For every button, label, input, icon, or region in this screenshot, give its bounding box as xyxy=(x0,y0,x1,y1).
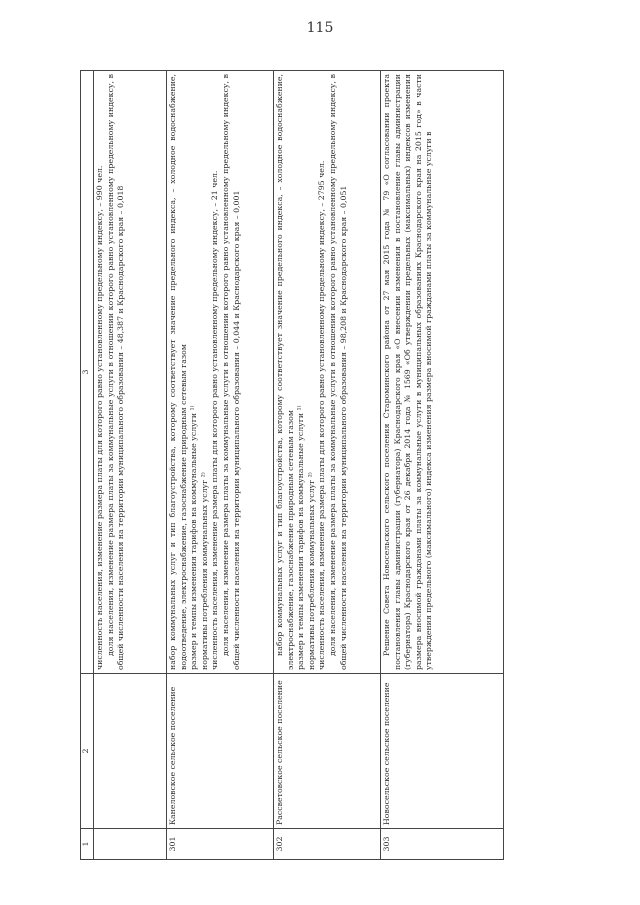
table-row xyxy=(381,71,504,860)
settlement-name: Новосельское сельское поселение xyxy=(381,674,504,829)
description-line: численность населения, изменение размера платы для которого равно установленному предельному индексу, – 21 чел. xyxy=(210,170,220,670)
settlement-name: Канеловское сельское поселение xyxy=(167,674,274,829)
settlement-name: Рассветовское сельское поселение xyxy=(274,674,381,829)
description-line: доля населения, изменение размера платы за коммунальные услуги в отношении которого равно установленному предельному индексу, в общей численности населения на территории муниципального образования – 98,208 и Краснодарского края – 0,051 xyxy=(327,74,348,670)
document-table xyxy=(80,70,504,860)
column-header-2: 2 xyxy=(81,674,94,829)
row-number: 301 xyxy=(167,829,274,860)
description-line: Решение Совета Новосельского сельского поселения Староминского района от 27 мая 2015 года № 79 «О согласовании проекта постановления главы администрации (губернатора) Краснодарского края «О внесении изменения в постановление главы администрации (губернатора) Краснодарского края от 26 декабря 2014 года № 1569 «Об утверждении предельных (максимальных) индексов изменения размера вносимой гражданами платы за коммунальные услуги в муниципальных образованиях Краснодарского края на 2015 год» в части утверждения предельного (максимального) индекса изменения размера вносимой гражданами платы за коммунальные услуги в xyxy=(382,74,434,670)
description-line: нормативы потребления коммунальных услуг ²⁾ xyxy=(199,472,209,670)
description-line: доля населения, изменение размера платы за коммунальные услуги в отношении которого равно установленному предельному индексу, в общей численности населения на территории муниципального образования – 0,044 и Краснодарского края – 0,001 xyxy=(220,74,241,670)
table-header-row xyxy=(81,71,94,860)
description-line: размер и темпы изменения тарифов на коммунальные услуги ¹⁾ xyxy=(189,405,199,670)
row-number: 302 xyxy=(274,829,381,860)
table-row xyxy=(167,71,274,860)
settlement-name xyxy=(94,674,167,829)
description-line: численность населения, изменение размера платы для которого равно установленному предельному индексу, – 2795 чел. xyxy=(317,160,327,670)
column-header-3: 3 xyxy=(81,71,94,674)
row-description xyxy=(94,71,167,674)
description-line: численность населения, изменение размера платы для которого равно установленному предельному индексу, – 990 чел. xyxy=(95,165,104,670)
description-line: набор коммунальных услуг и тип благоустройства, которому соответствует значение предельного индекса, – холодное водоснабжение, водоотведение, электроснабжение, газоснабжение природным сетевым газом xyxy=(168,74,188,670)
row-number: 303 xyxy=(381,829,504,860)
row-number xyxy=(94,829,167,860)
row-description xyxy=(381,71,504,674)
description-line: набор коммунальных услуг и тип благоустройства, которому соответствует значение предельного индекса, – холодное водоснабжение, электроснабжение, газоснабжение природным сетевым газом xyxy=(275,74,295,670)
rotated-table-container xyxy=(80,70,520,860)
description-line: нормативы потребления коммунальных услуг ²⁾ xyxy=(306,472,316,670)
row-description xyxy=(167,71,274,674)
table-row xyxy=(274,71,381,860)
page-number: 115 xyxy=(306,20,334,36)
description-line: размер и темпы изменения тарифов на коммунальные услуги ¹⁾ xyxy=(296,405,306,670)
row-description xyxy=(274,71,381,674)
column-header-1: 1 xyxy=(81,829,94,860)
description-line: доля населения, изменение размера платы за коммунальные услуги в отношении которого равно установленному предельному индексу, в общей численности населения на территории муниципального образования – 48,387 и Краснодарского края – 0,018 xyxy=(105,74,126,670)
table-row xyxy=(94,71,167,860)
